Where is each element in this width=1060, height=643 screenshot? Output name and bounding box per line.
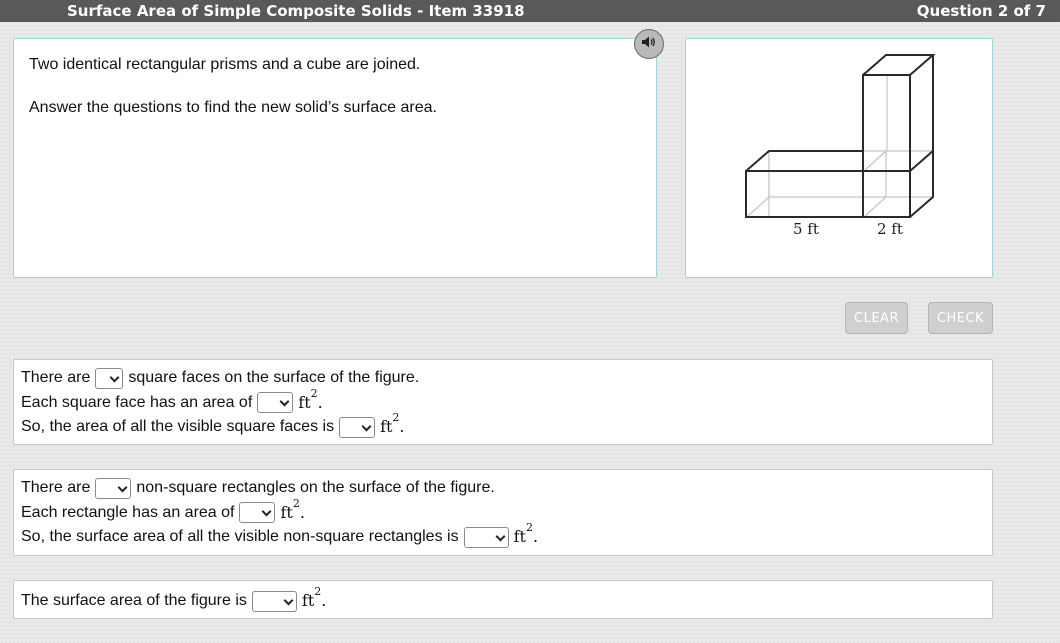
unit-label: $ft^2$. [298, 386, 323, 412]
square-faces-total-dropdown[interactable] [339, 417, 375, 438]
square-face-area-dropdown[interactable] [257, 392, 293, 413]
speaker-icon [641, 35, 657, 54]
question-line [21, 476, 985, 501]
question-text: square faces on the surface of the figure. [128, 369, 420, 386]
rectangles-total-dropdown[interactable] [464, 527, 509, 548]
question-text: Each square face has an area of [21, 393, 253, 411]
unit-label: $ft^2$. [513, 521, 539, 546]
composite-solid-diagram [686, 39, 992, 277]
dimension-label-5ft: 5 ft [793, 220, 819, 238]
prompt-line-1: Two identical rectangular prisms and a cube are joined. [29, 56, 421, 73]
rectangles-question [13, 469, 993, 556]
rectangle-count-dropdown[interactable] [95, 478, 131, 499]
question-text: non-square rectangles on the surface of the figure. [136, 479, 495, 496]
question-text: The surface area of the figure is [21, 592, 247, 609]
question-line [21, 411, 985, 440]
figure-panel [685, 38, 993, 278]
question-line [21, 496, 985, 526]
question-line [21, 386, 985, 416]
prompt-panel [13, 38, 657, 278]
total-surface-area-dropdown[interactable] [252, 591, 297, 612]
unit-label: $ft^2$. [280, 496, 305, 522]
check-button[interactable]: CHECK [928, 302, 993, 334]
question-line [21, 521, 985, 550]
audio-button[interactable] [634, 29, 664, 59]
question-text: Each rectangle has an area of [21, 503, 235, 521]
square-faces-question [13, 359, 993, 445]
question-line [21, 585, 985, 614]
title-bar [0, 0, 1060, 22]
total-surface-area-question [13, 580, 993, 619]
question-counter: Question 2 of 7 [916, 2, 1046, 20]
question-text: There are [21, 369, 91, 386]
prompt-line-2: Answer the questions to find the new solid’s surface area. [29, 99, 437, 116]
page-title: Surface Area of Simple Composite Solids - Item 33918 [67, 2, 525, 20]
question-text: There are [21, 479, 91, 496]
unit-label: $ft^2$. [380, 411, 405, 436]
question-text: So, the surface area of all the visible non-square rectangles is [21, 528, 459, 545]
dimension-label-2ft: 2 ft [877, 220, 903, 238]
question-text: So, the area of all the visible square faces is [21, 418, 335, 435]
question-line [21, 366, 985, 391]
unit-label: $ft^2$. [301, 585, 327, 610]
clear-button[interactable]: CLEAR [845, 302, 908, 334]
rectangle-area-dropdown[interactable] [239, 502, 275, 523]
square-face-count-dropdown[interactable] [95, 368, 123, 389]
